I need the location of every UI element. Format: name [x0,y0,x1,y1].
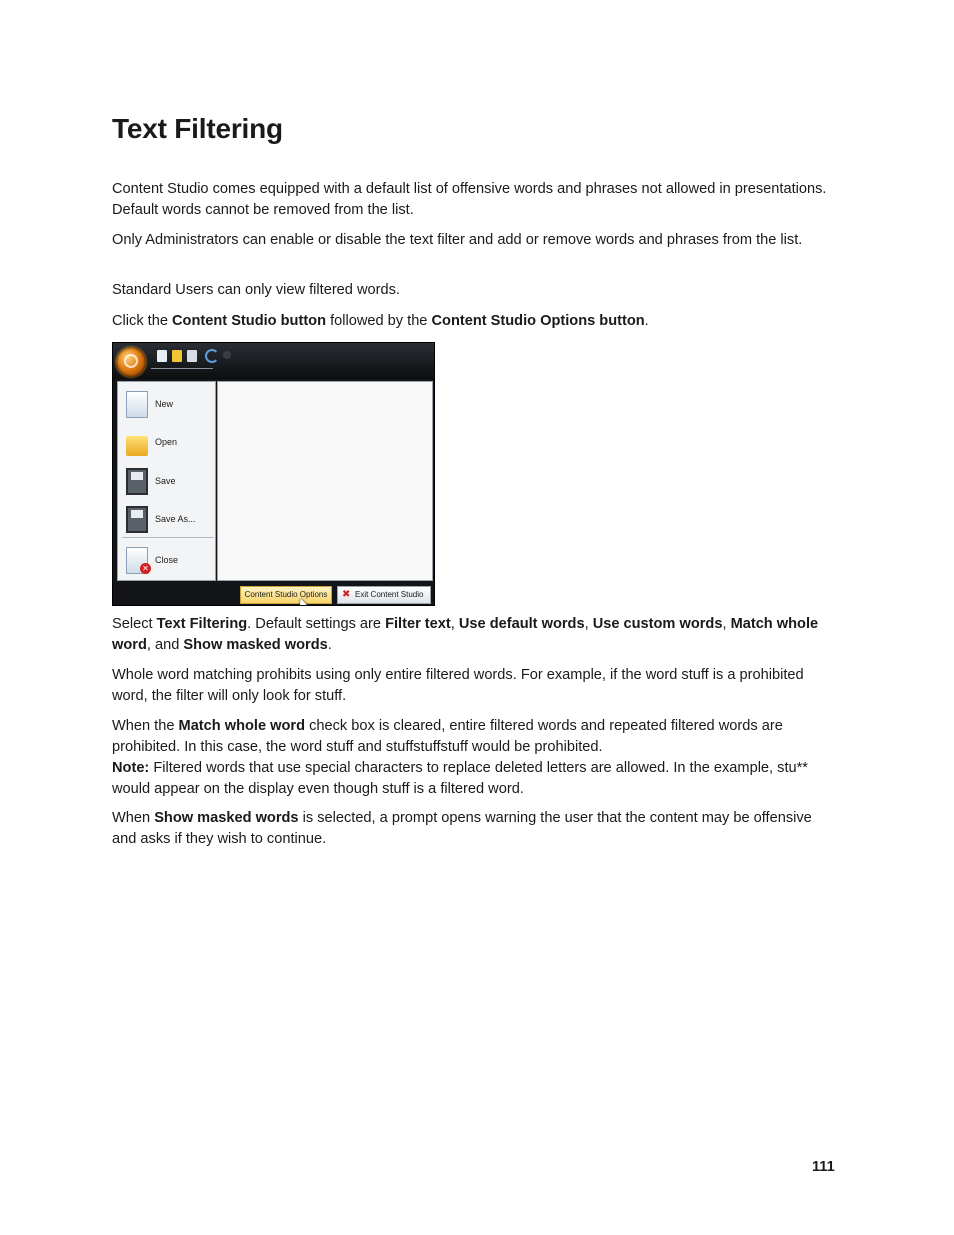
floppy-disk-icon [126,468,148,495]
bold-run: Filter text [385,616,451,632]
text-run: When [112,810,155,826]
menu-item-label: New [155,399,174,409]
bold-run: Show masked words [154,810,299,826]
text-run: . Default settings are [247,616,386,632]
text-run: , [450,616,459,632]
bold-run: Text Filtering [156,616,248,632]
text-run: Filtered words that use special characters to replace deleted letters are allowed. In the example, stu** would appear on the display even though stuff is a filtered word. [112,760,808,797]
red-x-icon: ✕ [140,563,151,574]
standard-users-paragraph: Standard Users can only view filtered words. [112,282,400,298]
admin-paragraph: Only Administrators can enable or disable the text filter and add or remove words and phrases from the list. [112,232,803,248]
menu-item-new[interactable] [118,386,215,424]
select-paragraph [112,614,834,656]
text-run: is selected, a prompt opens warning the user that the content may be offensive and asks if they wish to continue. [112,810,812,847]
bold-run: Content Studio Options button [431,313,645,329]
exit-icon: ✖ [342,589,351,600]
bold-run: Content Studio button [172,313,327,329]
instruction-paragraph [112,311,834,332]
masked-words-paragraph [112,808,834,850]
menu-item-label: Save [155,476,176,486]
whole-word-paragraph: Whole word matching prohibits using only entire filtered words. For example, if the word stuff is a prohibited word, the filter will only look for stuff. [112,667,804,704]
bold-run: Match whole word [112,616,819,653]
menu-item-label: Close [155,555,179,565]
content-studio-button[interactable] [116,347,146,377]
menu-item-label: Save As... [155,514,196,524]
redo-icon[interactable] [223,351,231,359]
menu-item-save-as[interactable] [118,501,215,539]
save-icon[interactable] [187,350,197,362]
menu-item-close[interactable] [118,542,215,580]
page-number: 111 [812,1159,835,1175]
page-title: Text Filtering [112,113,283,144]
note-paragraph [112,758,834,800]
bold-run: Note: [112,760,150,776]
text-run: , [722,616,731,632]
intro-paragraph: Content Studio comes equipped with a default list of offensive words and phrases not allowed in presentations. Default words cannot be removed from the list. [112,181,827,218]
content-studio-options-button[interactable]: Content Studio Options [240,586,332,604]
menu-item-open[interactable] [118,424,215,462]
match-whole-word-paragraph [112,716,834,758]
new-file-icon [126,391,148,418]
new-document-icon[interactable] [157,350,167,362]
menu-item-label: Open [155,437,178,447]
text-run: , and [146,636,184,653]
text-run: When the [112,718,179,734]
toolbar-underline [151,368,213,369]
text-run: check box is cleared, entire filtered words and repeated filtered words are prohibited. In this case, the word stuff and stuffstuffstuff would be prohibited. [112,718,783,755]
bold-run: Use custom words [592,616,723,632]
application-menu [117,381,216,581]
save-as-icon [126,506,148,533]
text-run: . [327,636,332,653]
text-run: Click the [112,313,173,329]
exit-button-label: Exit Content Studio [355,590,424,599]
menu-item-save[interactable] [118,463,215,501]
content-studio-menu-screenshot [112,342,435,606]
text-run: . [644,313,649,329]
menu-separator [122,537,214,538]
text-run: , [584,616,593,632]
bold-run: Show masked words [183,636,328,653]
undo-icon[interactable] [205,349,219,363]
text-run: followed by the [326,313,432,329]
recent-documents-pane [217,381,433,581]
exit-content-studio-button[interactable] [337,586,431,604]
orb-icon [124,354,138,368]
folder-icon[interactable] [172,350,182,362]
open-folder-icon [126,436,148,456]
text-run: Select [112,616,157,632]
bold-run: Match whole word [178,718,306,734]
bold-run: Use default words [458,616,585,632]
